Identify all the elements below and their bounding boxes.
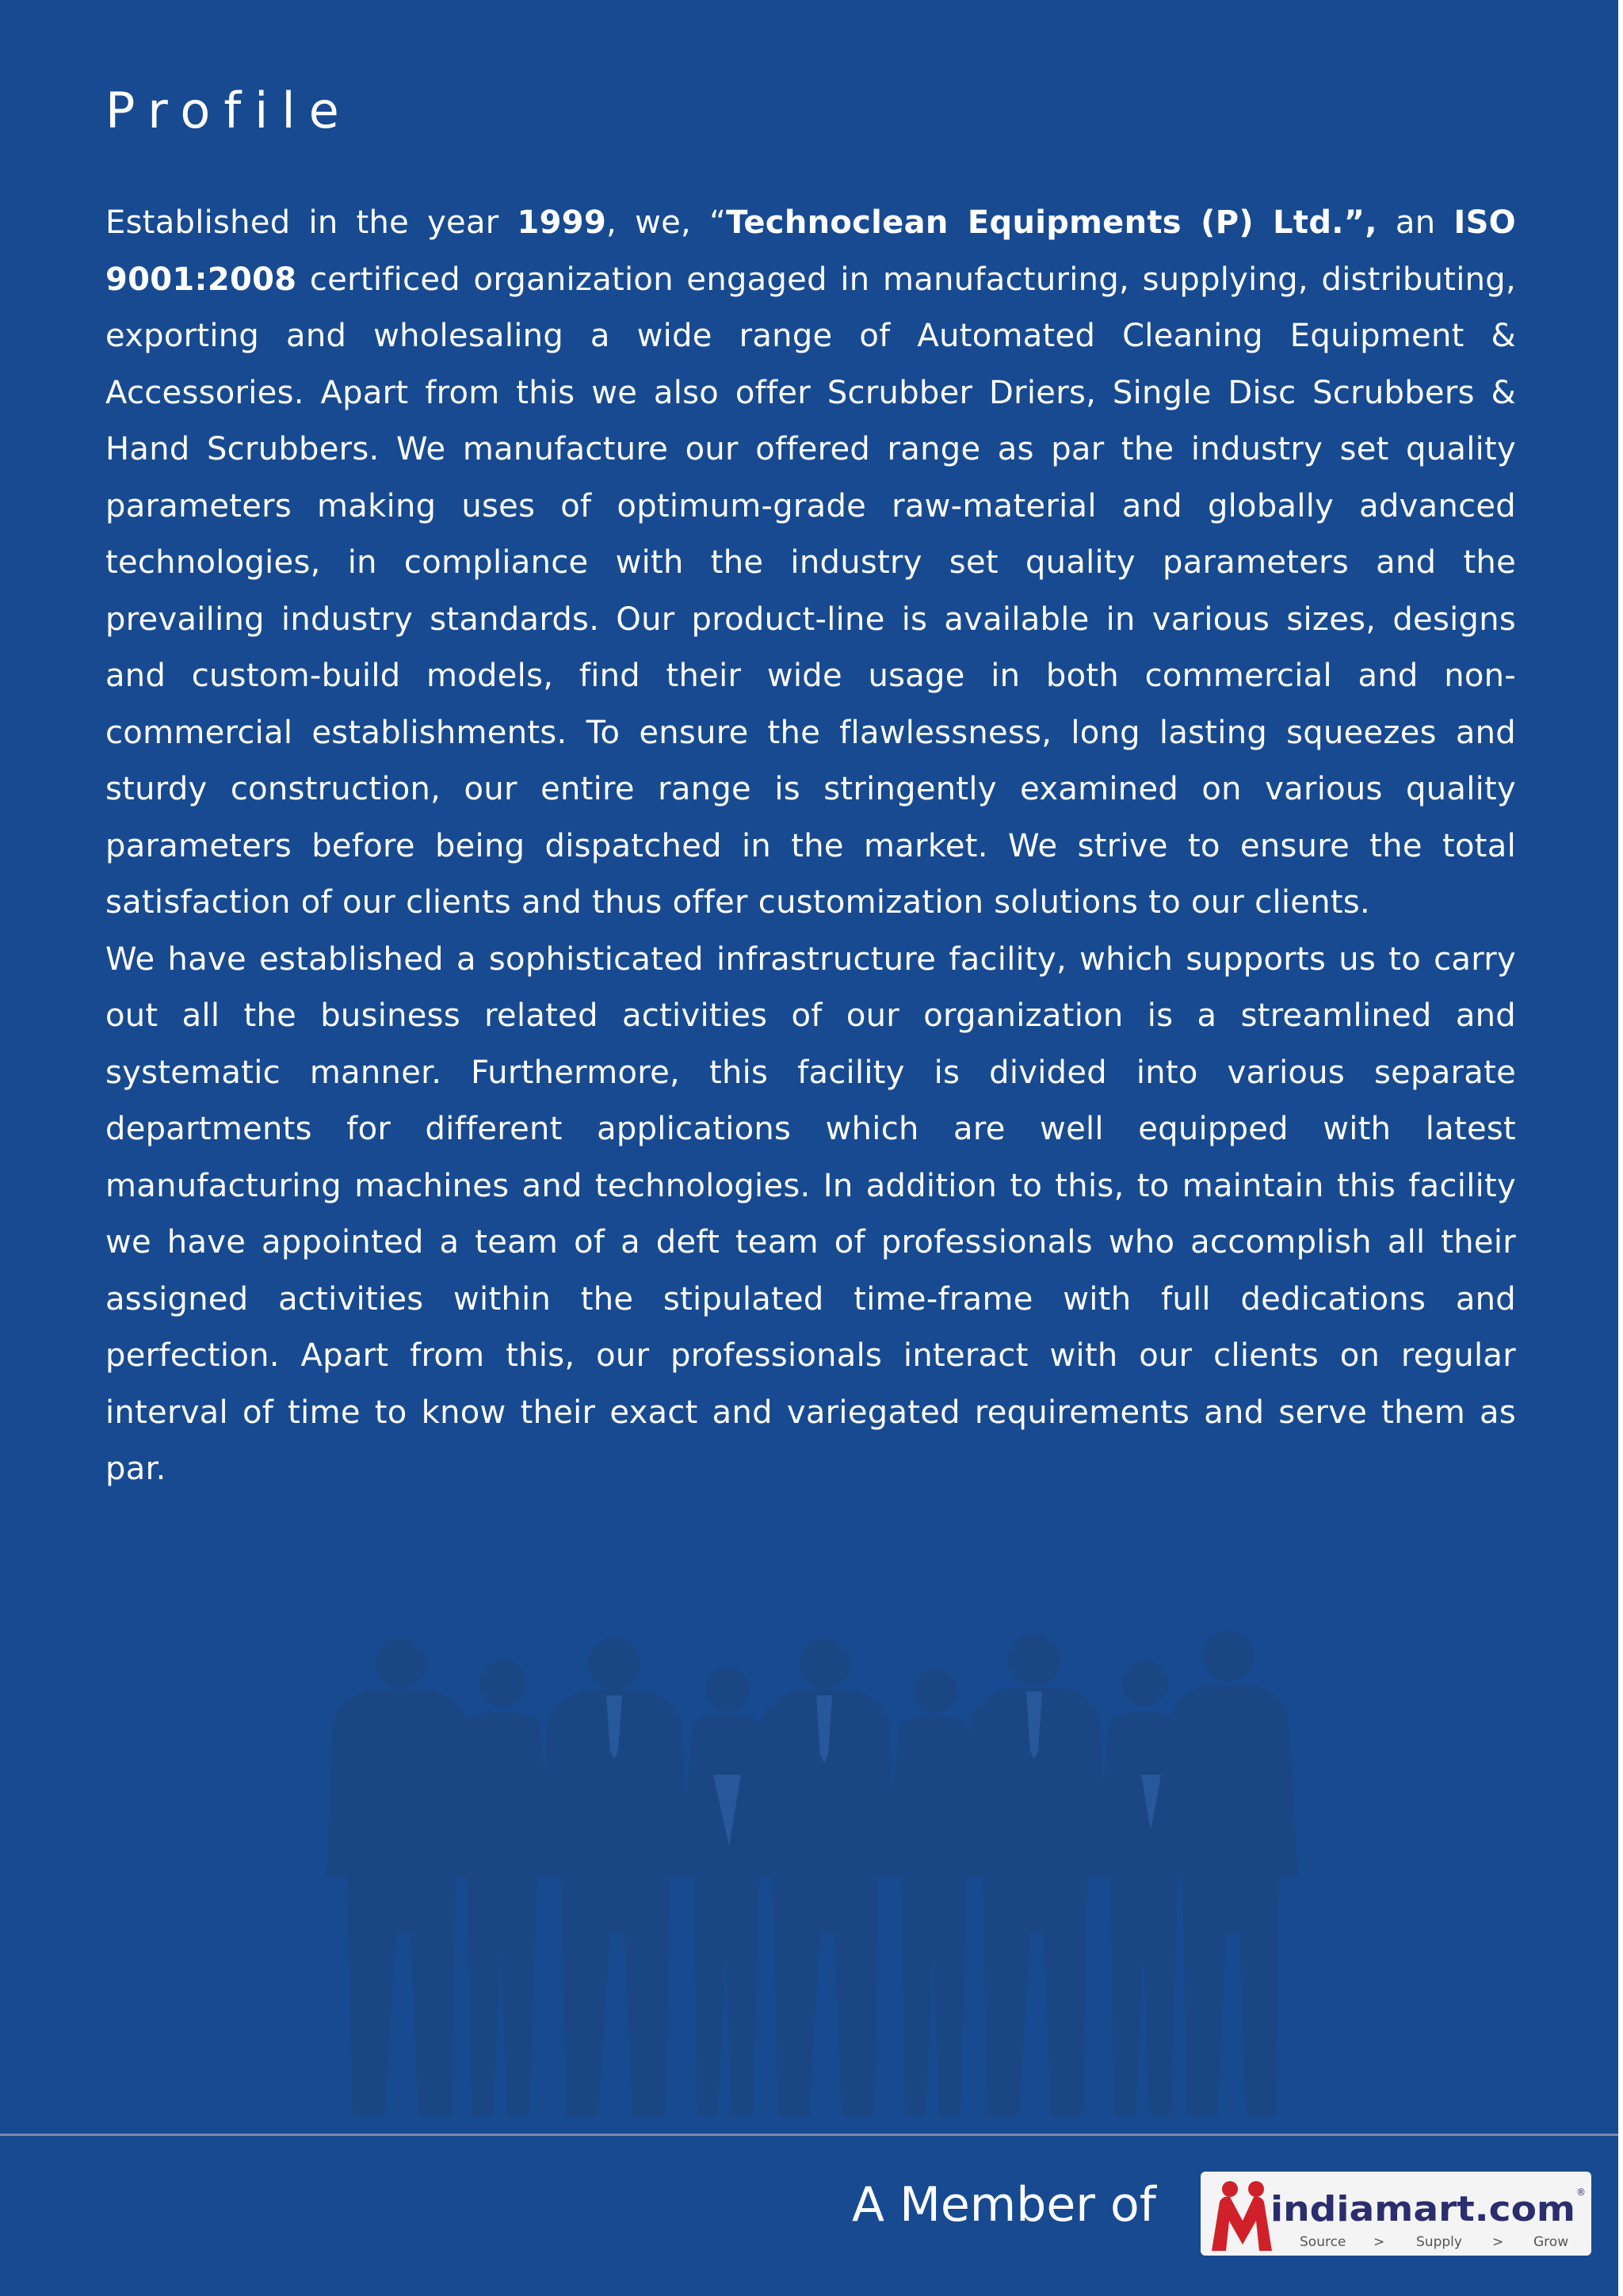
person-silhouette-6 [886,1669,984,2115]
logo-tagline-grow: Grow [1533,2234,1569,2250]
profile-body [105,195,1516,1498]
profile-paragraph-2: We have established a sophisticated infrastructure facility, which supports us to carry out all the business related activities of our organization is a streamlined and systematic manner. Furthermore, this facility is divided into various separate departments for different applications which are well equipped with latest manufacturing machines and technologies. In addition to this, to maintain this facility we have appointed a team of a deft team of professionals who accomplish all their assigned activities within the stipulated time-frame with full dedications and perfection. Apart from this, our professionals interact with our clients on regular interval of time to know their exact and variegated requirements and serve them as par. [105,940,1516,1487]
logo-tagline-arrow-2: > [1492,2234,1504,2250]
person-silhouette-9 [1162,1630,1298,2115]
logo-tagline-source: Source [1300,2234,1346,2250]
company-name: Technoclean Equipments (P) Ltd.”, [726,204,1377,241]
company-description: certificed organization engaged in manufacturing, supplying, distributing, exporting and wholesaling a wide range of Automated Cleaning Equipment & Accessories. Apart from this we also offer Scrubber Driers, Single Disc Scrubbers & Hand Scrubbers. We manufacture our offered range as par the industry set quality parameters making uses of optimum-grade raw-material and globally advanced technologies, in compliance with the industry set quality parameters and the prevailing industry standards. Our product-line is available in various sizes, designs and custom-build models, find their wide usage in both commercial and non-commercial establishments. To ensure the flawlessness, long lasting squeezes and sturdy construction, our entire range is stringently examined on various quality parameters before being dispatched in the market. We strive to ensure the total satisfaction of our clients and thus offer customization solutions to our clients. [105,261,1516,921]
iso-certification: ISO 9001:2008 [105,204,1516,298]
people-silhouette-illustration [206,1616,1316,2123]
logo-trademark: ® [1576,2187,1586,2198]
intro-text-3: an [1377,204,1454,241]
logo-tagline-supply: Supply [1416,2234,1462,2250]
logo-brand-text: indiamart.com [1270,2189,1575,2229]
person-silhouette-2 [452,1660,555,2115]
member-of-label: A Member of [852,2177,1156,2233]
founding-year: 1999 [517,204,607,241]
footer-divider [0,2134,1618,2136]
indiamart-m-icon [1212,2181,1272,2251]
intro-text-2: , we, “ [606,204,727,241]
intro-text: Established in the year [105,204,517,241]
page-right-edge [1618,0,1623,2296]
person-silhouette-1 [327,1638,475,2115]
page-title: Profile [105,82,353,139]
profile-paragraph-1 [105,195,1516,932]
indiamart-logo[interactable] [1201,2172,1591,2256]
logo-tagline-arrow-1: > [1373,2234,1385,2250]
